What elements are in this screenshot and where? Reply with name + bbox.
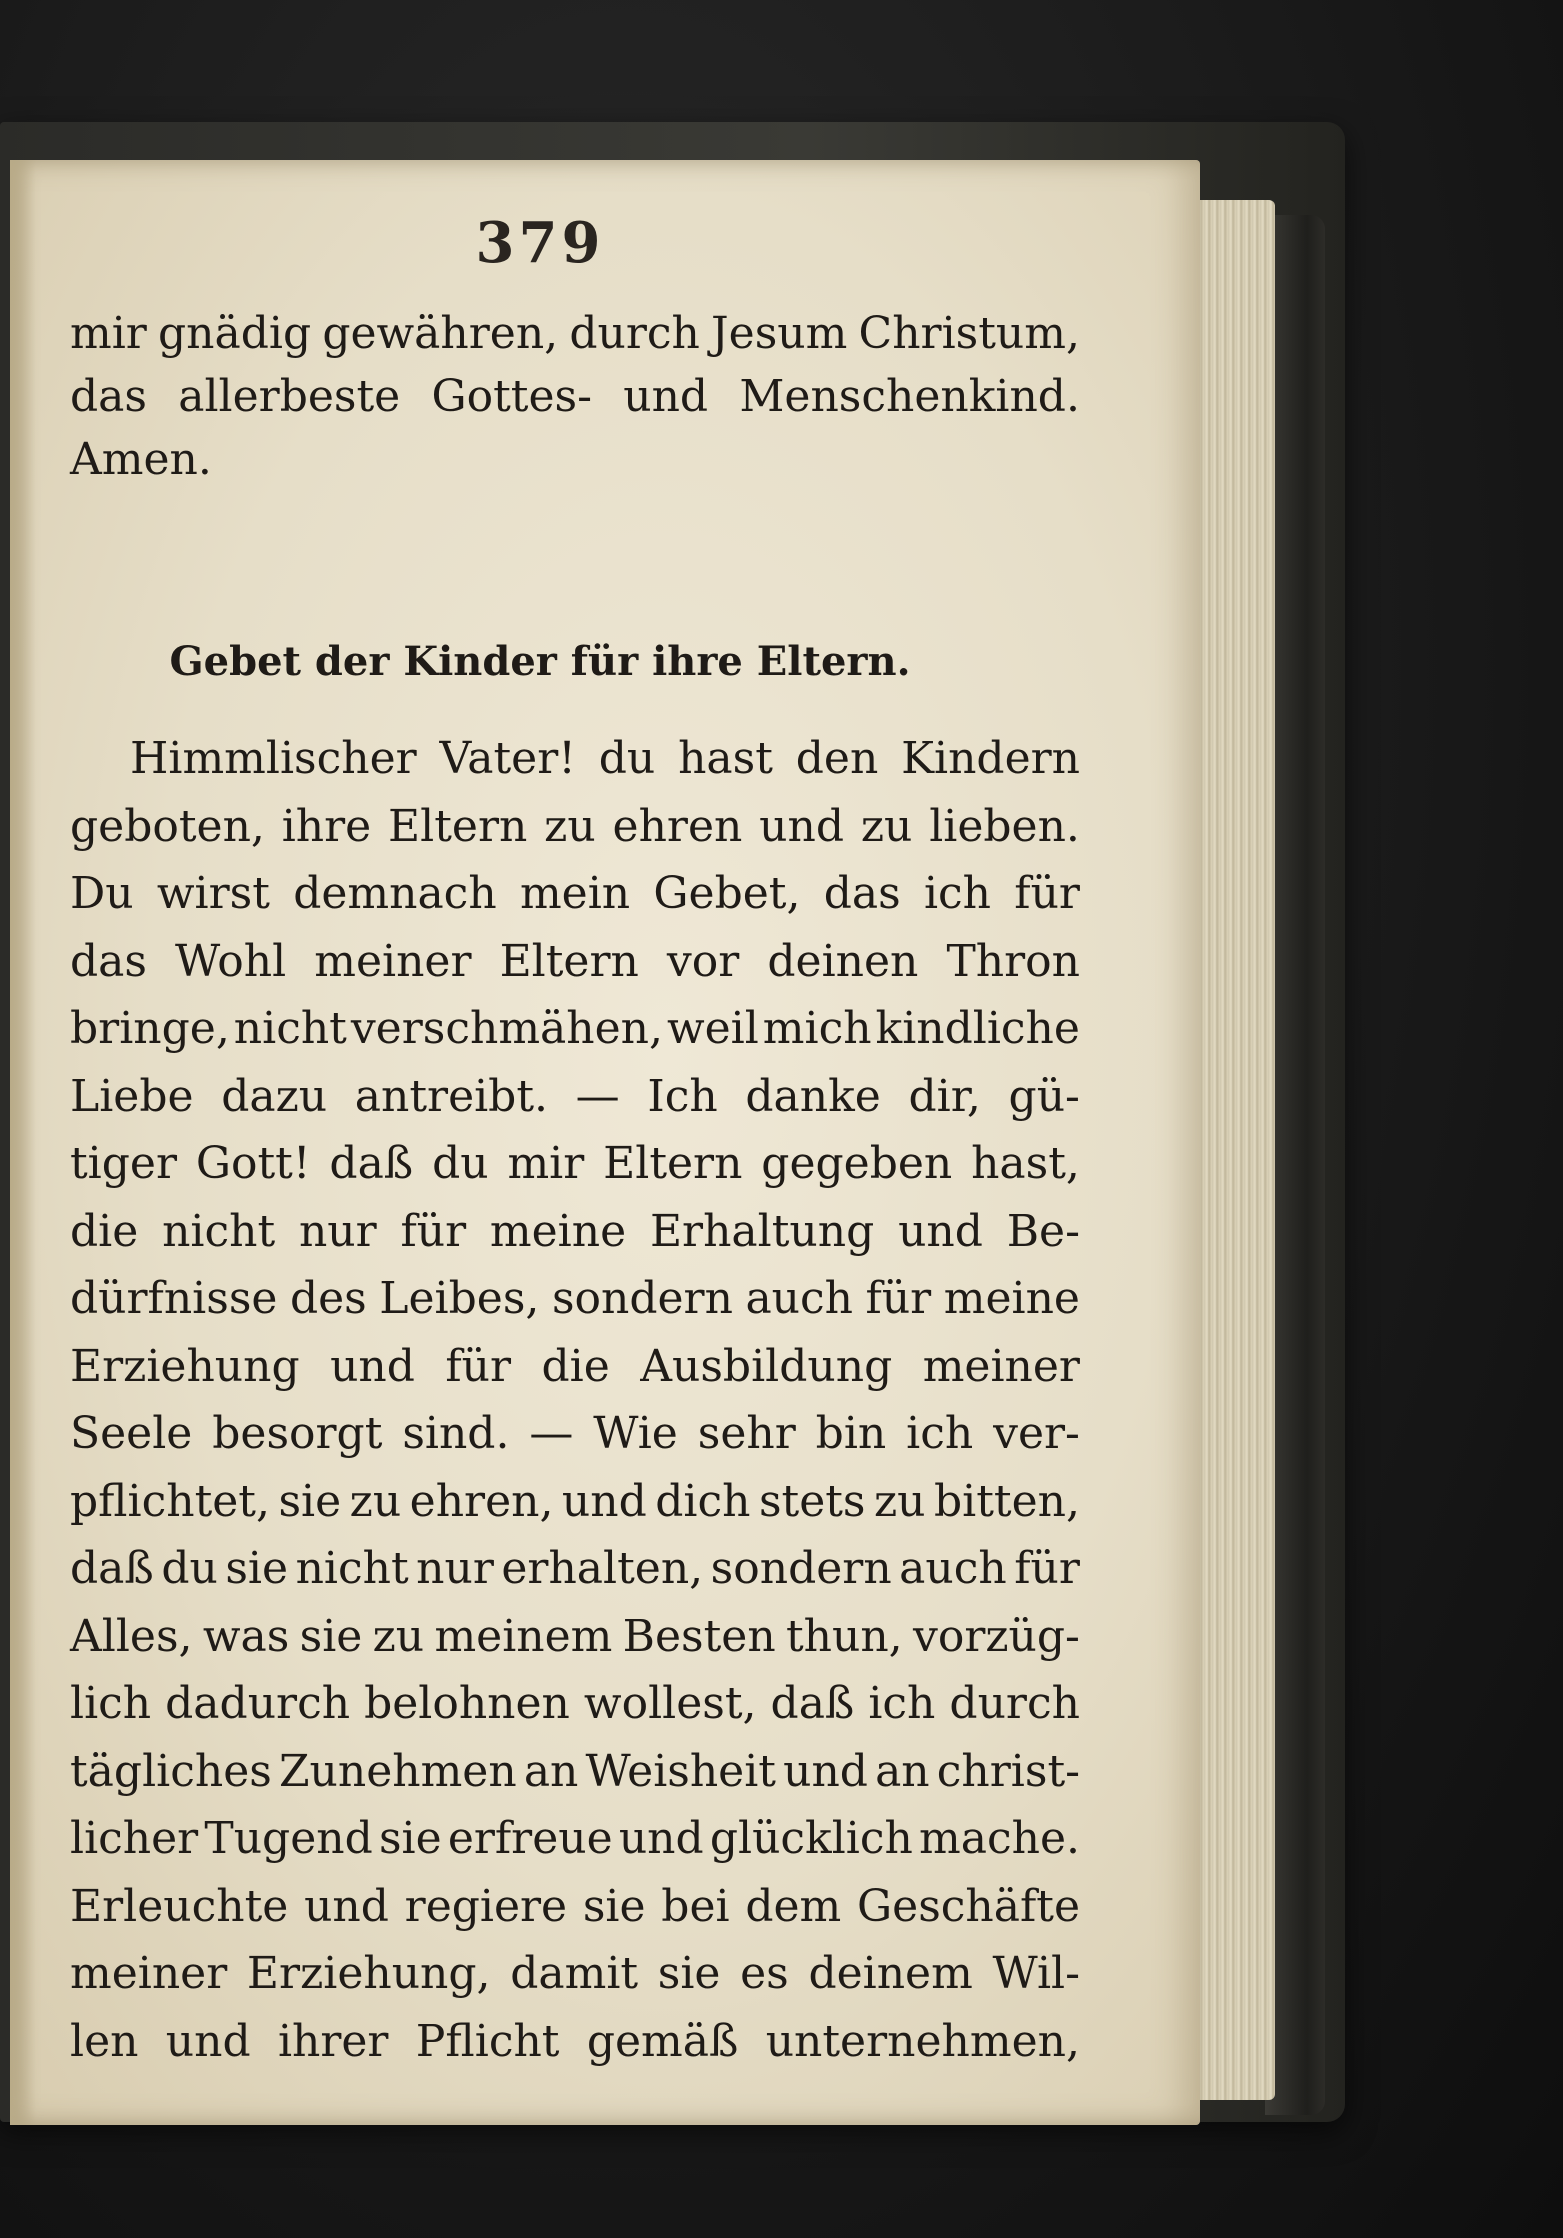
text-line: pflichtet, sie zu ehren, und dich stets zu bitten, [70,1475,1080,1527]
text-line: die nicht nur für meine Erhaltung und Be- [70,1205,1080,1257]
text-line: meiner Erziehung, damit sie es deinem Wil- [70,1948,1080,1999]
text-line: tiger Gott! daß du mir Eltern gegeben hast, [70,1138,1080,1189]
text-line: tägliches Zunehmen an Weisheit und an christ- [70,1745,1080,1797]
intro-text [70,302,1080,491]
text-line: daß du sie nicht nur erhalten, sondern auch für [70,1543,1080,1594]
text-line: bringe, nicht verschmähen, weil mich kindliche [70,1003,1080,1054]
section-heading: Gebet der Kinder für ihre Eltern. [169,638,911,685]
book-page [10,160,1200,2125]
text-line: Seele besorgt sind. — Wie sehr bin ich ver- [70,1408,1080,1459]
text-line: das Wohl meiner Eltern vor deinen Thron [70,935,1080,987]
text-line: Du wirst demnach mein Gebet, das ich für [70,868,1080,919]
prayer-text [70,725,1080,2075]
text-line: das allerbeste Gottes- und Menschenkind. [70,371,1080,422]
text-line: Amen. [70,434,212,485]
text-line: Himmlischer Vater! du hast den Kindern [130,733,1080,784]
text-line: Erleuchte und regiere sie bei dem Geschäfte [70,1880,1080,1932]
text-line: Liebe dazu antreibt. — Ich danke dir, gü- [70,1070,1080,1122]
page-number: 379 [475,210,605,276]
text-line: geboten, ihre Eltern zu ehren und zu lieben. [70,800,1080,852]
text-line: Alles, was sie zu meinem Besten thun, vorzüg- [70,1610,1080,1662]
text-line: Erziehung und für die Ausbildung meiner [70,1340,1080,1392]
text-line: dürfnisse des Leibes, sondern auch für meine [70,1273,1080,1324]
text-line: licher Tugend sie erfreue und glücklich mache. [70,1813,1080,1864]
text-line: lich dadurch belohnen wollest, daß ich durch [70,1678,1080,1729]
text-line: mir gnädig gewähren, durch Jesum Christum, [70,308,1080,359]
page-gutter-shadow [10,160,36,2125]
text-line: len und ihrer Pflicht gemäß unternehmen, [70,2015,1080,2067]
